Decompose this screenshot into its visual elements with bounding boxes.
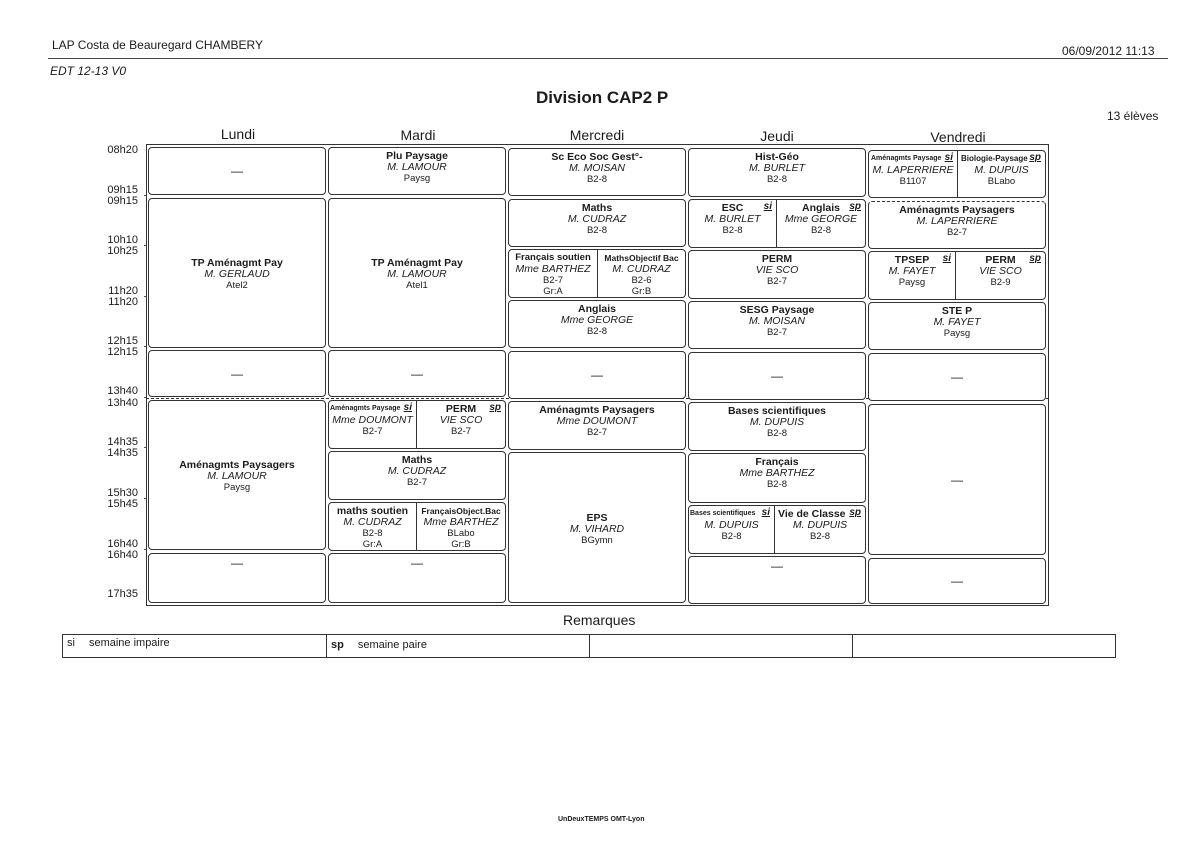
room: B2-6 [631,275,652,286]
teacher: Mme BARTHEZ [515,263,591,275]
teacher: M. CUDRAZ [567,213,627,225]
week-marker: sp [489,402,501,413]
remark-code: si [67,637,75,649]
student-count: 13 élèves [1107,109,1159,123]
split-cell[interactable] [868,251,1046,300]
course-half[interactable] [417,503,505,550]
time-label: 08h20 [107,144,138,156]
course-cell[interactable] [328,147,506,195]
room: BGymn [581,534,613,546]
teacher: Mme GEORGE [560,314,634,326]
subject: Anglais [802,202,840,214]
teacher: M. LAMOUR [387,161,447,173]
split-cell[interactable] [328,502,506,551]
print-datetime: 06/09/2012 11:13 [1062,44,1155,58]
teacher: M. DUPUIS [792,519,848,531]
week-marker: sp [849,201,861,212]
subject: Français [755,456,799,468]
subject: PERM [985,254,1016,266]
slot-empty[interactable]: — [148,147,326,195]
course-cell[interactable] [148,400,326,550]
subject: Bases scientifiques [727,405,827,417]
slot-empty[interactable]: — [148,350,326,397]
room: B2-7 [542,275,564,286]
course-cell[interactable] [508,300,686,348]
remark-sp [327,635,590,657]
course-half[interactable] [329,503,417,550]
teacher: M. DUPUIS [974,164,1029,176]
subject: PERM [445,403,477,415]
remark-label: semaine paire [357,639,427,651]
week-marker: si [944,152,953,163]
course-half[interactable] [775,506,865,553]
room: B2-7 [406,477,428,488]
teacher: M. LAMOUR [387,268,447,280]
group: Gr:B [631,286,652,297]
page-title: Division CAP2 P [536,88,669,107]
week-marker: si [942,253,951,264]
subject: TP Aménagmt Pay [371,257,463,269]
teacher: M. FAYET [933,316,981,328]
subject: maths soutien [336,505,409,517]
room: B2-7 [362,426,383,437]
slot-empty[interactable]: — [328,350,506,397]
time-label: 11h20 [108,285,138,297]
day-thursday: Jeudi [760,128,794,144]
room: B2-8 [766,174,788,185]
slot-empty[interactable]: — [868,558,1046,604]
teacher: M. LAMOUR [207,470,267,482]
slot-empty[interactable]: — [328,553,506,603]
teacher: VIE SCO [755,264,799,276]
subject: ESC [721,202,744,214]
split-cell[interactable] [508,249,686,298]
week-marker: si [761,507,770,518]
room: B2-7 [766,327,788,338]
room: B2-7 [766,276,788,287]
slot-empty[interactable]: — [688,352,866,400]
subject: TP Aménagmt Pay [191,257,283,269]
teacher: Mme DOUMONT [332,414,413,426]
room: B2-8 [362,528,383,539]
course-half[interactable] [869,252,956,299]
course-half[interactable] [509,250,598,297]
course-half[interactable] [329,401,417,448]
subject: PERM [761,253,793,265]
room: B2-8 [810,225,832,236]
time-label: 17h35 [107,588,138,600]
split-cell[interactable] [688,505,866,554]
teacher: M. CUDRAZ [343,516,402,528]
week-marker: sp [1029,253,1041,264]
teacher: VIE SCO [979,265,1022,277]
week-marker: si [403,402,412,413]
room: B2-7 [946,227,968,238]
time-label: 12h15 [107,346,138,358]
course-cell[interactable] [688,301,866,349]
room: BLabo [987,176,1016,187]
course-cell[interactable] [328,451,506,500]
remark-code: sp [331,639,344,651]
room: Paysg [943,328,971,339]
course-cell[interactable] [688,148,866,197]
course-half[interactable] [956,252,1045,299]
slot-empty[interactable]: — [868,404,1046,555]
week-marker: si [763,201,772,212]
teacher: M. MOISAN [568,162,625,174]
subject: EPS [586,511,608,524]
teacher: Mme BARTHEZ [423,516,499,528]
time-label: 10h10 [107,234,138,246]
time-label: 13h40 [107,385,138,397]
course-half[interactable] [417,401,505,448]
day-tuesday: Mardi [400,127,436,143]
room: B2-7 [450,426,472,437]
teacher: M. LAPERRIERE [916,215,998,227]
slot-empty[interactable]: — [508,351,686,399]
teacher: M. DUPUIS [749,416,805,428]
slot-empty[interactable]: — [688,556,866,604]
teacher: M. BURLET [748,162,805,174]
course-cell[interactable] [508,452,686,603]
timetable-version: EDT 12-13 V0 [50,64,127,78]
course-cell[interactable] [688,250,866,299]
group: Gr:A [543,286,563,297]
time-label: 09h15 [107,184,138,196]
subject: Biologie-Paysage [961,154,1028,163]
remark-si [63,635,327,657]
time-label: 12h15 [107,335,138,347]
teacher: M. MOISAN [748,315,805,327]
remark-empty [853,635,1115,657]
subject: Aménagmts Paysagers [179,459,295,471]
day-friday: Vendredi [930,129,986,145]
teacher: M. VIHARD [569,522,625,535]
day-monday: Lundi [220,126,256,142]
teacher: Mme DOUMONT [556,415,638,427]
course-half[interactable] [689,200,777,247]
week-marker: sp [1029,152,1041,163]
remark-empty [590,635,853,657]
course-half[interactable] [689,506,775,553]
subject: Plu Paysage [386,150,448,162]
split-cell[interactable] [688,199,866,248]
room: B2-8 [586,225,608,236]
course-cell[interactable] [688,402,866,451]
time-label: 09h15 [107,195,138,207]
teacher: VIE SCO [439,414,483,426]
teacher: Mme BARTHEZ [739,467,815,479]
subject: Vie de Classe [778,508,846,520]
room: B2-8 [721,531,742,542]
group: Gr:A [362,539,383,550]
time-label: 11h20 [108,296,138,308]
teacher: M. LAPERRIERE [872,164,954,176]
time-label: 14h35 [107,436,138,448]
teacher: M. GERLAUD [204,268,270,280]
room: Atel1 [406,280,428,291]
teacher: M. CUDRAZ [612,263,671,275]
room: B2-8 [766,479,788,490]
course-cell[interactable] [868,201,1046,249]
time-label: 14h35 [107,447,138,459]
course-cell[interactable] [148,198,326,348]
subject: Aménagmts Paysagers [899,204,1015,216]
subject: Français soutien [515,252,591,263]
subject: FrançaisObject.Bac [421,506,501,516]
course-cell[interactable] [508,148,686,196]
subject: Maths [401,454,433,466]
subject: Aménagmts Paysage [330,405,401,412]
subject: TPSEP [894,254,930,266]
room: BLabo [447,528,475,539]
slot-empty[interactable]: — [148,553,326,603]
room: Paysg [898,277,926,288]
room: B2-7 [586,427,608,438]
header-rule [48,58,1168,59]
teacher: M. CUDRAZ [387,465,447,477]
teacher: M. BURLET [704,213,761,225]
time-label: 16h40 [107,549,138,561]
room: Atel2 [226,280,248,291]
course-cell[interactable] [508,401,686,450]
course-cell[interactable] [868,302,1046,350]
room: B2-8 [766,428,788,439]
subject: Anglais [578,303,616,315]
room: B2-8 [809,531,831,542]
remark-label: semaine impaire [88,637,170,649]
subject: Aménagmts Paysage [871,155,942,162]
room: B2-8 [722,225,743,236]
time-label: 13h40 [107,397,138,409]
teacher: M. DUPUIS [704,519,759,531]
teacher: Mme GEORGE [784,213,858,225]
time-label: 16h40 [107,538,138,550]
week-marker: sp [849,507,861,518]
subject: Hist-Géo [755,151,799,163]
subject: Bases scientifiques [690,510,756,517]
course-half[interactable] [958,151,1045,197]
course-cell[interactable] [508,199,686,247]
subject: Aménagmts Paysagers [539,404,655,416]
footer-software: UnDeuxTEMPS OMT-Lyon [558,816,645,823]
course-cell[interactable] [328,198,506,348]
subject: Sc Eco Soc Gest°- [551,151,643,163]
remarks-title: Remarques [563,612,636,628]
split-cell[interactable] [328,400,506,449]
subject: STE P [941,305,973,317]
time-label: 15h45 [107,498,138,510]
group: Gr:B [451,539,471,550]
course-half[interactable] [598,250,685,297]
room: B1107 [899,176,927,187]
course-cell[interactable] [688,453,866,503]
subject: Maths [581,202,613,214]
room: B2-8 [586,174,608,185]
remarks-table [62,634,1116,658]
teacher: M. FAYET [888,265,936,277]
room: B2-9 [990,277,1011,288]
room: Paysg [403,173,431,184]
room: B2-8 [586,326,608,337]
slot-empty[interactable]: — [868,353,1046,401]
school-name: LAP Costa de Beauregard CHAMBERY [52,38,264,52]
course-half[interactable] [869,151,958,197]
room: Paysg [223,482,251,493]
day-wednesday: Mercredi [569,127,625,143]
time-label: 10h25 [107,245,138,257]
subject: SESG Paysage [739,304,815,316]
course-half[interactable] [777,200,865,247]
time-label: 15h30 [107,487,138,499]
split-cell[interactable] [868,150,1046,198]
subject: MathsObjectif Bac [604,253,679,263]
